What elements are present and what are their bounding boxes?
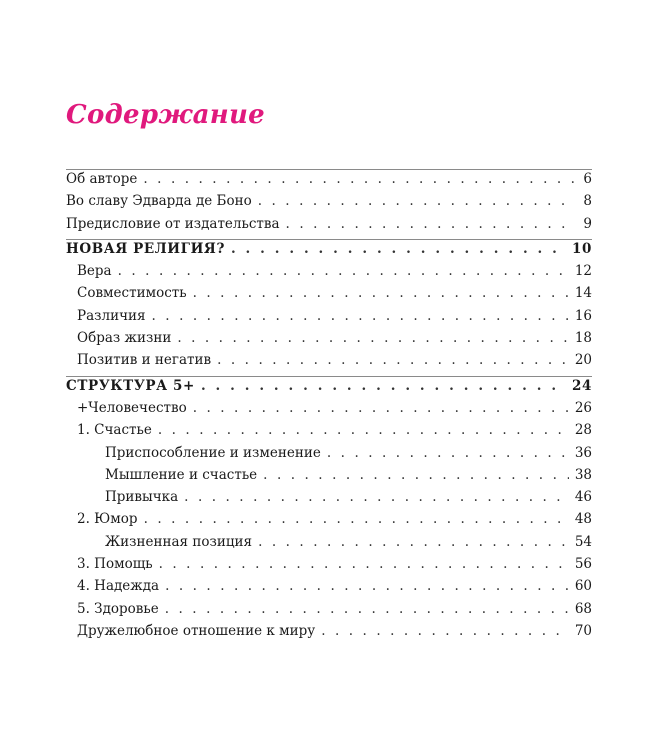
dot-leader [152, 308, 569, 324]
table-of-contents [66, 168, 592, 645]
toc-entry[interactable] [66, 422, 592, 444]
toc-subentry[interactable] [66, 489, 592, 511]
toc-entry[interactable] [66, 400, 592, 422]
toc-entry-label: Различия [77, 307, 146, 324]
toc-subentry-label: Мышление и счастье [105, 466, 258, 483]
dot-leader [263, 467, 569, 483]
toc-entry-page: 9 [583, 215, 592, 232]
toc-subentry-label: Привычка [105, 489, 179, 506]
dot-leader [184, 489, 569, 505]
dot-leader [158, 422, 569, 438]
toc-subentry[interactable] [66, 467, 592, 489]
page-title: Содержание [66, 100, 266, 130]
toc-subentry[interactable] [66, 445, 592, 467]
toc-section-page: 24 [572, 377, 592, 394]
toc-entry-page: 26 [574, 399, 592, 416]
toc-entry-label: +Человечество [77, 399, 187, 416]
dot-leader [201, 378, 566, 394]
toc-entry-label: Об авторе [66, 171, 138, 187]
toc-entry-page: 14 [574, 285, 592, 302]
dot-leader [321, 623, 569, 639]
divider [66, 169, 592, 170]
toc-section-heading[interactable] [66, 378, 592, 400]
toc-section-page: 10 [572, 240, 592, 257]
toc-entry[interactable] [66, 216, 592, 238]
toc-entry[interactable] [66, 285, 592, 307]
toc-entry-page: 56 [574, 556, 592, 573]
dot-leader [118, 263, 569, 279]
toc-entry-page: 60 [574, 578, 592, 595]
toc-entry-page: 18 [574, 330, 592, 347]
toc-entry-label: 5. Здоровье [77, 600, 159, 617]
toc-entry-page: 68 [574, 600, 592, 617]
toc-entry[interactable] [66, 511, 592, 533]
toc-subentry[interactable] [66, 534, 592, 556]
toc-entry-label: Во славу Эдварда де Боно [66, 193, 252, 210]
toc-entry-label: Позитив и негатив [77, 352, 212, 369]
dot-leader [165, 601, 569, 617]
toc-subentry-page: 36 [574, 444, 592, 461]
toc-entry[interactable] [66, 578, 592, 600]
dot-leader [193, 285, 569, 301]
dot-leader [193, 400, 569, 416]
toc-subentry-page: 38 [574, 466, 592, 483]
toc-entry-page: 20 [574, 352, 592, 369]
toc-entry[interactable] [66, 556, 592, 578]
toc-entry[interactable] [66, 623, 592, 645]
toc-subentry-page: 46 [574, 489, 592, 506]
divider [66, 376, 592, 377]
toc-entry-label: Вера [77, 263, 112, 280]
toc-subentry-page: 54 [574, 533, 592, 550]
toc-section-label: НОВАЯ РЕЛИГИЯ? [66, 240, 225, 257]
dot-leader [143, 171, 574, 187]
toc-entry-page: 6 [583, 171, 592, 187]
dot-leader [231, 241, 566, 257]
toc-entry[interactable] [66, 308, 592, 330]
toc-subentry-label: Жизненная позиция [105, 533, 253, 550]
toc-entry-label: Дружелюбное отношение к миру [77, 622, 316, 639]
toc-entry[interactable] [66, 171, 592, 193]
toc-entry[interactable] [66, 352, 592, 374]
dot-leader [327, 445, 569, 461]
dot-leader [286, 216, 574, 232]
dot-leader [217, 352, 569, 368]
dot-leader [258, 534, 569, 550]
toc-entry-page: 8 [583, 193, 592, 210]
toc-entry-page: 16 [574, 307, 592, 324]
toc-entry[interactable] [66, 263, 592, 285]
toc-entry-label: 1. Счастье [77, 422, 152, 439]
toc-entry[interactable] [66, 330, 592, 352]
dot-leader [177, 330, 568, 346]
dot-leader [165, 578, 569, 594]
toc-section-heading[interactable] [66, 241, 592, 263]
toc-entry-label: Совместимость [77, 285, 187, 302]
toc-entry-page: 28 [574, 422, 592, 439]
toc-entry-page: 12 [574, 263, 592, 280]
toc-entry-label: Предисловие от издательства [66, 215, 280, 232]
divider [66, 239, 592, 240]
toc-entry-page: 48 [574, 511, 592, 528]
toc-section-label: СТРУКТУРА 5+ [66, 377, 195, 394]
toc-entry-label: 2. Юмор [77, 511, 138, 528]
toc-subentry-label: Приспособление и изменение [105, 444, 321, 461]
toc-entry-label: 3. Помощь [77, 556, 153, 573]
toc-entry[interactable] [66, 601, 592, 623]
toc-entry-label: Образ жизни [77, 330, 172, 347]
toc-entry[interactable] [66, 193, 592, 215]
toc-entry-label: 4. Надежда [77, 578, 160, 595]
dot-leader [159, 556, 569, 572]
dot-leader [258, 193, 574, 209]
dot-leader [144, 511, 569, 527]
toc-entry-page: 70 [574, 622, 592, 639]
